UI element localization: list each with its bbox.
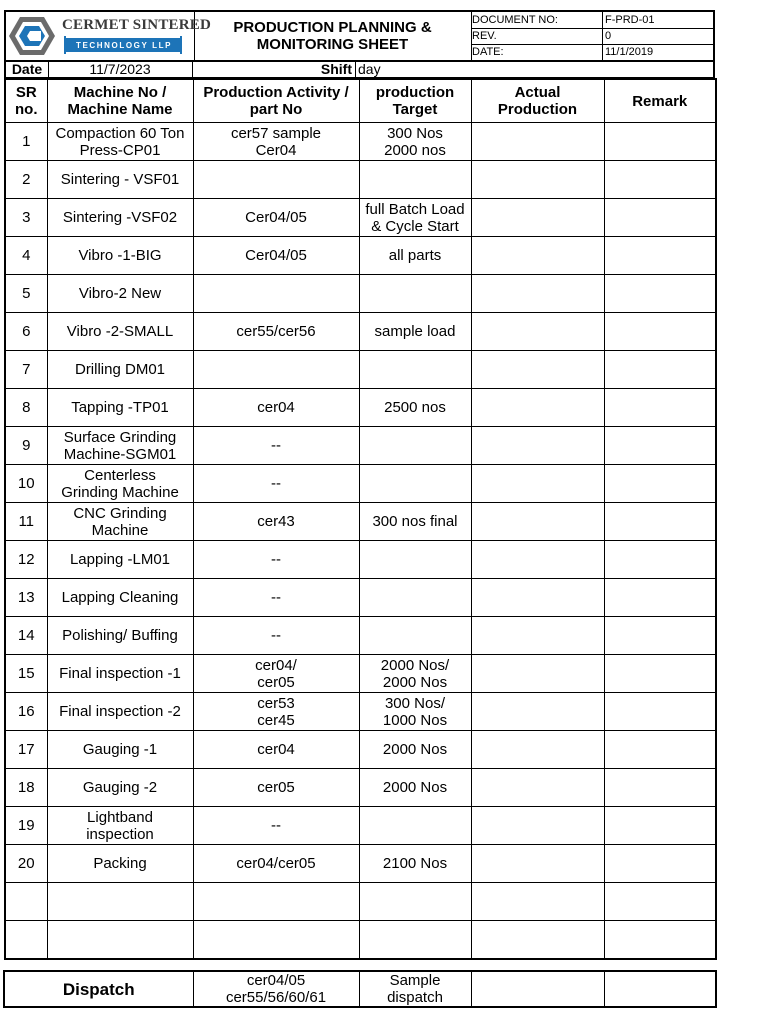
cell-remark[interactable] <box>604 807 716 845</box>
cell-actual[interactable] <box>471 731 604 769</box>
meta-key: REV. <box>472 28 603 44</box>
meta-value: 0 <box>605 30 612 42</box>
table-row <box>5 541 716 579</box>
table-row <box>5 617 716 655</box>
cell-machine: Gauging -1 <box>47 731 193 769</box>
cell-activity[interactable]: cer04 <box>193 389 359 427</box>
cell-target[interactable] <box>359 161 471 199</box>
cell-target[interactable] <box>359 427 471 465</box>
cell-actual[interactable] <box>471 541 604 579</box>
cell-machine: Centerless Grinding Machine <box>47 465 193 503</box>
col-header-target: production Target <box>359 79 471 123</box>
table-row <box>5 123 716 161</box>
cell-actual[interactable] <box>471 427 604 465</box>
cell-remark[interactable] <box>604 617 716 655</box>
dispatch-activity[interactable]: cer04/05 cer55/56/60/61 <box>193 971 359 1007</box>
cell-activity[interactable]: -- <box>193 807 359 845</box>
cell-remark[interactable] <box>604 541 716 579</box>
col-header-activity: Production Activity / part No <box>193 79 359 123</box>
table-row <box>5 731 716 769</box>
cell-actual[interactable] <box>471 579 604 617</box>
cell-remark[interactable] <box>604 693 716 731</box>
cell-actual[interactable] <box>471 617 604 655</box>
cell-target[interactable]: full Batch Load & Cycle Start <box>359 199 471 237</box>
cell-machine: Polishing/ Buffing <box>47 617 193 655</box>
cell-target[interactable]: all parts <box>359 237 471 275</box>
col-header-actual: Actual Production <box>471 79 604 123</box>
cell-actual[interactable] <box>471 313 604 351</box>
cell-actual[interactable] <box>471 807 604 845</box>
cell-sr: 3 <box>5 199 47 237</box>
cell-activity[interactable]: Cer04/05 <box>193 199 359 237</box>
cell-machine: CNC Grinding Machine <box>47 503 193 541</box>
cell-machine: Vibro-2 New <box>47 275 193 313</box>
cell-remark[interactable] <box>604 237 716 275</box>
cell-actual[interactable] <box>471 693 604 731</box>
table-row <box>5 845 716 883</box>
cell-activity[interactable]: Cer04/05 <box>193 237 359 275</box>
cell-actual[interactable] <box>471 769 604 807</box>
company-tagline: TECHNOLOGY LLP <box>64 38 181 52</box>
cell-sr: 16 <box>5 693 47 731</box>
cell-target[interactable] <box>359 465 471 503</box>
table-row <box>5 579 716 617</box>
cell-machine <box>47 883 193 921</box>
cell-remark[interactable] <box>604 731 716 769</box>
cell-machine: Lapping Cleaning <box>47 579 193 617</box>
meta-value: 11/1/2019 <box>605 46 654 58</box>
cell-target[interactable]: 2100 Nos <box>359 845 471 883</box>
cell-machine: Lightband inspection <box>47 807 193 845</box>
dispatch-target[interactable]: Sample dispatch <box>359 971 471 1007</box>
cell-actual[interactable] <box>471 351 604 389</box>
cell-remark[interactable] <box>604 123 716 161</box>
cell-machine: Lapping -LM01 <box>47 541 193 579</box>
cell-target[interactable] <box>359 617 471 655</box>
cell-target[interactable]: 2500 nos <box>359 389 471 427</box>
table-row <box>5 769 716 807</box>
table-row <box>5 351 716 389</box>
cell-remark[interactable] <box>604 351 716 389</box>
meta-row-rev <box>471 28 715 45</box>
table-row <box>5 275 716 313</box>
cell-sr: 20 <box>5 845 47 883</box>
cell-activity[interactable]: cer53 cer45 <box>193 693 359 731</box>
table-row <box>5 427 716 465</box>
cell-sr: 15 <box>5 655 47 693</box>
cell-machine <box>47 921 193 960</box>
date-value[interactable]: 11/7/2023 <box>48 61 193 77</box>
cell-machine: Vibro -2-SMALL <box>47 313 193 351</box>
cell-activity[interactable] <box>193 275 359 313</box>
cell-target[interactable] <box>359 541 471 579</box>
cell-activity[interactable]: cer05 <box>193 769 359 807</box>
col-header-machine: Machine No / Machine Name <box>47 79 193 123</box>
cell-machine: Surface Grinding Machine-SGM01 <box>47 427 193 465</box>
cell-remark[interactable] <box>604 275 716 313</box>
document-meta <box>471 12 715 60</box>
cell-remark[interactable] <box>604 465 716 503</box>
cell-sr: 4 <box>5 237 47 275</box>
cell-remark[interactable] <box>604 845 716 883</box>
cell-target[interactable]: 2000 Nos/ 2000 Nos <box>359 655 471 693</box>
meta-row-document-no <box>471 12 715 29</box>
cell-machine: Packing <box>47 845 193 883</box>
table-row <box>5 313 716 351</box>
cell-remark[interactable] <box>604 883 716 921</box>
cell-sr: 9 <box>5 427 47 465</box>
cell-machine: Final inspection -1 <box>47 655 193 693</box>
cell-remark[interactable] <box>604 389 716 427</box>
cell-sr: 19 <box>5 807 47 845</box>
cell-target[interactable] <box>359 921 471 960</box>
sheet-title-line2: MONITORING SHEET <box>256 36 409 53</box>
cell-target[interactable]: 300 Nos/ 1000 Nos <box>359 693 471 731</box>
cell-machine: Drilling DM01 <box>47 351 193 389</box>
dispatch-table <box>3 970 717 1008</box>
shift-value[interactable]: day <box>358 61 381 77</box>
cell-activity[interactable]: cer04/cer05 <box>193 845 359 883</box>
cell-target[interactable]: sample load <box>359 313 471 351</box>
cell-remark[interactable] <box>604 199 716 237</box>
cell-activity[interactable]: cer57 sample Cer04 <box>193 123 359 161</box>
table-row <box>5 161 716 199</box>
cell-actual[interactable] <box>471 655 604 693</box>
cell-remark[interactable] <box>604 769 716 807</box>
cell-target[interactable]: 300 Nos 2000 nos <box>359 123 471 161</box>
meta-key: DOCUMENT NO: <box>472 12 603 28</box>
table-header-row <box>5 79 716 123</box>
cell-actual[interactable] <box>471 503 604 541</box>
cell-machine: Tapping -TP01 <box>47 389 193 427</box>
cell-sr: 8 <box>5 389 47 427</box>
cell-actual[interactable] <box>471 237 604 275</box>
cell-activity[interactable]: cer04/ cer05 <box>193 655 359 693</box>
dispatch-remark[interactable] <box>604 971 716 1007</box>
table-row <box>5 199 716 237</box>
table-row <box>5 389 716 427</box>
cell-activity[interactable] <box>193 351 359 389</box>
table-row <box>5 237 716 275</box>
dispatch-row <box>4 971 716 1007</box>
cell-machine: Compaction 60 Ton Press-CP01 <box>47 123 193 161</box>
cell-remark[interactable] <box>604 921 716 960</box>
table-row <box>5 883 716 921</box>
cell-sr: 2 <box>5 161 47 199</box>
cell-machine: Gauging -2 <box>47 769 193 807</box>
cell-actual[interactable] <box>471 199 604 237</box>
cell-remark[interactable] <box>604 579 716 617</box>
cell-actual[interactable] <box>471 883 604 921</box>
table-row <box>5 807 716 845</box>
cell-sr <box>5 883 47 921</box>
cell-activity[interactable]: -- <box>193 465 359 503</box>
cell-sr: 6 <box>5 313 47 351</box>
table-row <box>5 693 716 731</box>
cell-machine: Final inspection -2 <box>47 693 193 731</box>
dispatch-actual[interactable] <box>471 971 604 1007</box>
production-table <box>4 78 717 960</box>
cell-sr <box>5 921 47 960</box>
cell-actual[interactable] <box>471 123 604 161</box>
cell-activity[interactable] <box>193 883 359 921</box>
cell-activity[interactable] <box>193 921 359 960</box>
sheet-title <box>194 12 472 60</box>
col-header-sr: SR no. <box>5 79 47 123</box>
cell-sr: 1 <box>5 123 47 161</box>
cell-activity[interactable]: cer43 <box>193 503 359 541</box>
table-row <box>5 503 716 541</box>
cell-sr: 11 <box>5 503 47 541</box>
table-row <box>5 655 716 693</box>
cell-actual[interactable] <box>471 161 604 199</box>
cell-remark[interactable] <box>604 503 716 541</box>
cell-activity[interactable] <box>193 161 359 199</box>
cell-remark[interactable] <box>604 427 716 465</box>
cell-sr: 12 <box>5 541 47 579</box>
shift-label: Shift <box>192 61 356 77</box>
dispatch-label: Dispatch <box>4 971 193 1007</box>
cell-sr: 18 <box>5 769 47 807</box>
cell-activity[interactable]: -- <box>193 427 359 465</box>
cell-target[interactable]: 2000 Nos <box>359 769 471 807</box>
meta-value: F-PRD-01 <box>605 14 655 26</box>
cell-target[interactable]: 2000 Nos <box>359 731 471 769</box>
cell-target[interactable] <box>359 351 471 389</box>
cell-target[interactable] <box>359 579 471 617</box>
cell-actual[interactable] <box>471 275 604 313</box>
document-header <box>4 10 715 62</box>
cell-machine: Vibro -1-BIG <box>47 237 193 275</box>
cell-machine: Sintering -VSF02 <box>47 199 193 237</box>
cell-activity[interactable]: cer55/cer56 <box>193 313 359 351</box>
cell-actual[interactable] <box>471 845 604 883</box>
col-header-remark: Remark <box>604 79 716 123</box>
cell-actual[interactable] <box>471 465 604 503</box>
cell-activity[interactable]: cer04 <box>193 731 359 769</box>
cermet-shield-icon <box>8 16 56 56</box>
company-logo <box>6 12 212 60</box>
cell-target[interactable] <box>359 275 471 313</box>
cell-sr: 17 <box>5 731 47 769</box>
table-body <box>5 123 716 960</box>
cell-activity[interactable]: -- <box>193 579 359 617</box>
cell-activity[interactable]: -- <box>193 541 359 579</box>
date-shift-row <box>4 61 715 78</box>
meta-row-date <box>471 44 715 60</box>
logo-tag-right-bar <box>180 36 182 54</box>
cell-activity[interactable]: -- <box>193 617 359 655</box>
sheet-title-line1: PRODUCTION PLANNING & <box>233 19 432 36</box>
cell-target[interactable] <box>359 883 471 921</box>
cell-actual[interactable] <box>471 389 604 427</box>
cell-sr: 5 <box>5 275 47 313</box>
company-name: CERMET SINTERED <box>62 17 212 33</box>
cell-actual[interactable] <box>471 921 604 960</box>
cell-target[interactable] <box>359 807 471 845</box>
meta-key: DATE: <box>472 44 603 60</box>
cell-remark[interactable] <box>604 313 716 351</box>
cell-sr: 13 <box>5 579 47 617</box>
cell-remark[interactable] <box>604 655 716 693</box>
date-label: Date <box>6 61 49 77</box>
cell-sr: 10 <box>5 465 47 503</box>
cell-sr: 7 <box>5 351 47 389</box>
cell-sr: 14 <box>5 617 47 655</box>
cell-remark[interactable] <box>604 161 716 199</box>
cell-machine: Sintering - VSF01 <box>47 161 193 199</box>
table-row <box>5 921 716 960</box>
cell-target[interactable]: 300 nos final <box>359 503 471 541</box>
table-row <box>5 465 716 503</box>
